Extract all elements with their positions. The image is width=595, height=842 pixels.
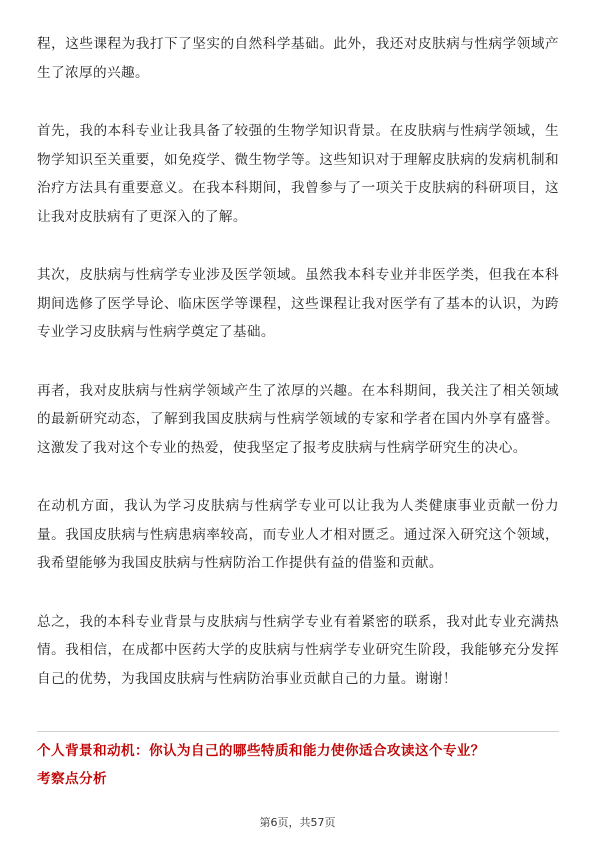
paragraph-motivation: 在动机方面，我认为学习皮肤病与性病学专业可以让我为人类健康事业贡献一份力量。我国皮肤病与性病患病率较高，而专业人才相对匮乏。通过深入研究这个领域，我希望能够为我国皮肤病与性病防治工作提供有益的借鉴和贡献。: [37, 498, 559, 571]
paragraph-gap: [37, 462, 559, 492]
paragraph-gap: [37, 231, 559, 261]
section-divider: [37, 731, 559, 732]
question-heading: 个人背景和动机：你认为自己的哪些特质和能力使你适合攻读这个专业？: [37, 743, 485, 759]
body-text: [37, 30, 559, 693]
paragraph-gap: [37, 87, 559, 117]
analysis-heading: 考察点分析: [37, 771, 107, 787]
paragraph-third: 再者，我对皮肤病与性病学领域产生了浓厚的兴趣。在本科期间，我关注了相关领域的最新研究动态，了解到我国皮肤病与性病学领域的专家和学者在国内外享有盛誉。这激发了我对这个专业的热爱，使我坚定了报考皮肤病与性病学研究生的决心。: [37, 382, 559, 456]
page-number-footer: 第6页，共57页: [259, 816, 336, 829]
paragraph-conclusion: 总之，我的本科专业背景与皮肤病与性病学专业有着紧密的联系，我对此专业充满热情。我相信，在成都中医药大学的皮肤病与性病学专业研究生阶段，我能够充分发挥自己的优势，为我国皮肤病与性病防治事业贡献自己的力量。谢谢！: [37, 613, 559, 687]
paragraph-continuation: 程，这些课程为我打下了坚实的自然科学基础。此外，我还对皮肤病与性病学领域产生了浓厚的兴趣。: [37, 36, 559, 81]
paragraph-second: 其次，皮肤病与性病学专业涉及医学领域。虽然我本科专业并非医学类，但我在本科期间选修了医学导论、临床医学等课程，这些课程让我对医学有了基本的认识，为跨专业学习皮肤病与性病学奠定了基础。: [37, 267, 559, 340]
paragraph-gap: [37, 578, 559, 608]
paragraph-gap: [37, 347, 559, 377]
paragraph-first: 首先，我的本科专业让我具备了较强的生物学知识背景。在皮肤病与性病学领域，生物学知识至关重要，如免疫学、微生物学等。这些知识对于理解皮肤病的发病机制和治疗方法具有重要意义。在我本科期间，我曾参与了一项关于皮肤病的科研项目，这让我对皮肤病有了更深入的了解。: [37, 123, 559, 225]
